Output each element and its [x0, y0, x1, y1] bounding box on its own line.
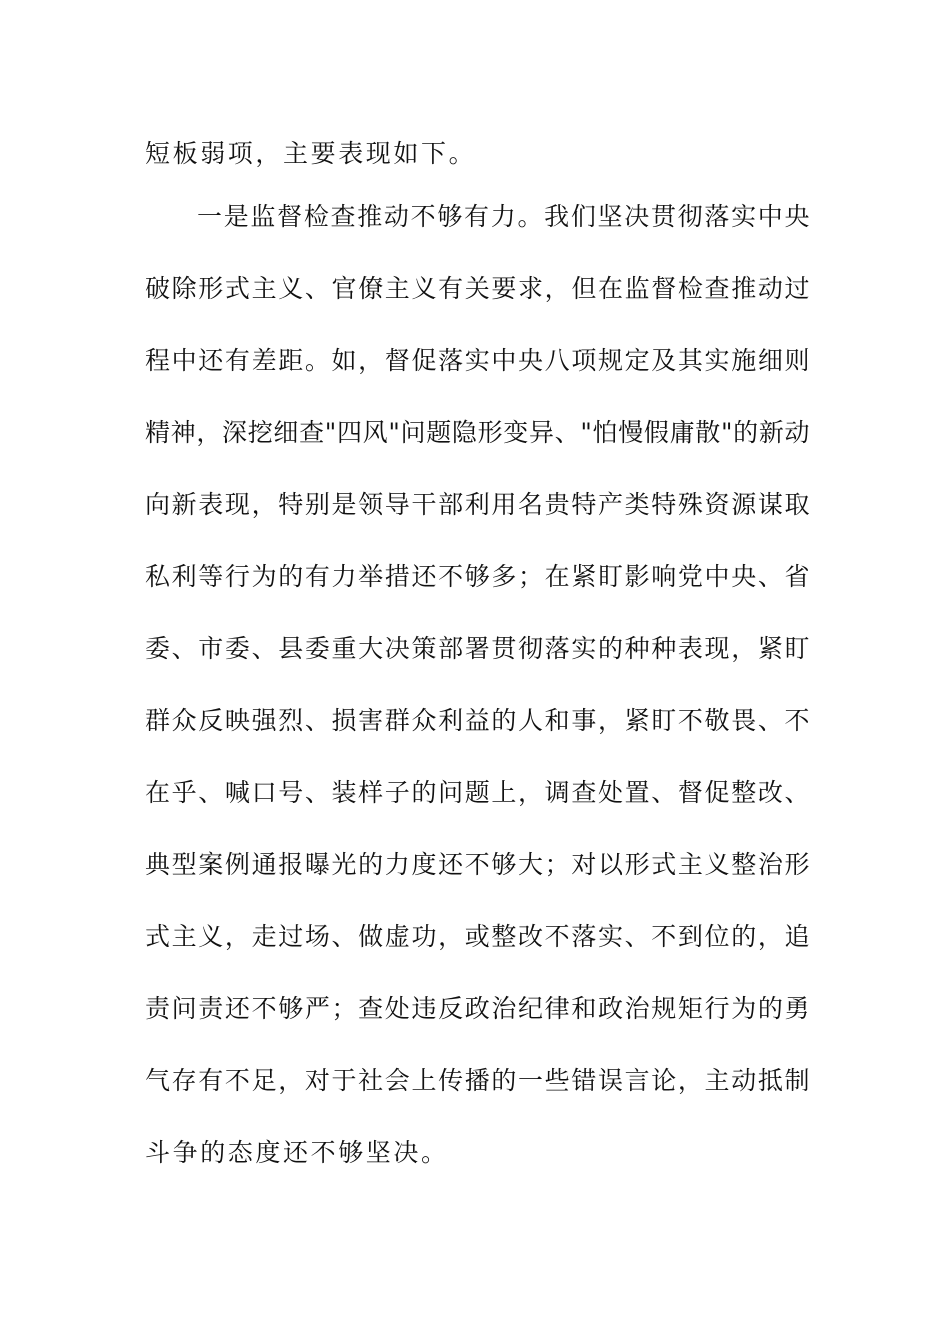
text-line-12: 式主义，走过场、做虚功，或整改不落实、不到位的，追 [145, 922, 810, 951]
text-line-7: 私利等行为的有力举措还不够多；在紧盯影响党中央、省 [145, 562, 810, 591]
text-line-6: 向新表现，特别是领导干部利用名贵特产类特殊资源谋取 [145, 490, 810, 519]
text-line-2: 一是监督检查推动不够有力。我们坚决贯彻落实中央 [197, 202, 810, 231]
text-line-3: 破除形式主义、官僚主义有关要求，但在监督检查推动过 [145, 274, 810, 303]
text-line-1: 短板弱项，主要表现如下。 [145, 139, 477, 168]
text-line-5: 精神，深挖细查"四风"问题隐形变异、"怕慢假庸散"的新动 [145, 418, 810, 447]
text-line-9: 群众反映强烈、损害群众利益的人和事，紧盯不敬畏、不 [145, 706, 810, 735]
text-line-15: 斗争的态度还不够坚决。 [145, 1138, 449, 1167]
text-line-13: 责问责还不够严；查处违反政治纪律和政治规矩行为的勇 [145, 994, 810, 1023]
text-line-8: 委、市委、县委重大决策部署贯彻落实的种种表现，紧盯 [145, 634, 810, 663]
text-line-11: 典型案例通报曝光的力度还不够大；对以形式主义整治形 [145, 850, 810, 879]
text-line-14: 气存有不足，对于社会上传播的一些错误言论，主动抵制 [145, 1066, 810, 1095]
text-line-10: 在乎、喊口号、装样子的问题上，调查处置、督促整改、 [145, 778, 810, 807]
text-line-4: 程中还有差距。如，督促落实中央八项规定及其实施细则 [145, 346, 810, 375]
